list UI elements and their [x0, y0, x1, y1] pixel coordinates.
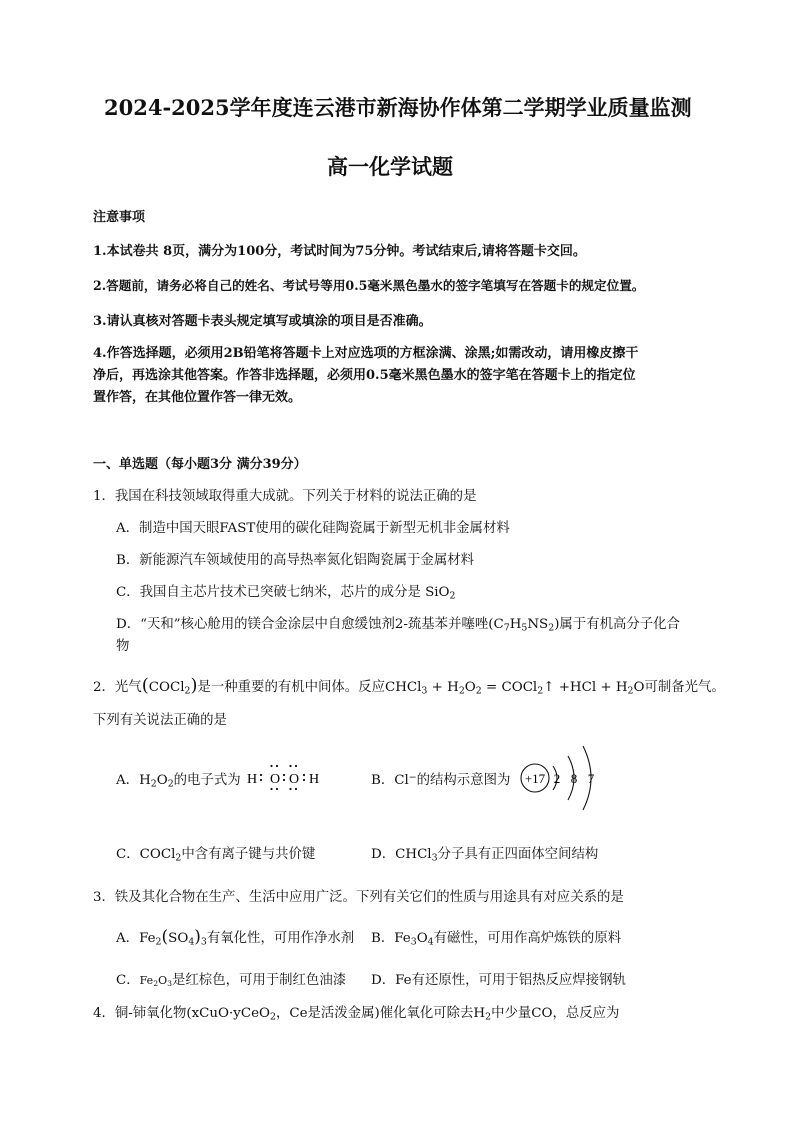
h2o2-lewis-structure [243, 760, 323, 794]
q1-option-d: D．“天和”核心舱用的镁合金涂层中自愈缓蚀剂2-巯基苯并噻唑$(C_7H_5NS_2)$属于有机高分子化合 [116, 617, 680, 634]
lewis-o-right: O [289, 772, 300, 787]
q2-option-b: B．Cl−的结构示意图为 [371, 771, 511, 788]
q1-option-a: A．制造中国天眼FAST使用的碳化硅陶瓷属于新型无机非金属材料 [116, 521, 510, 536]
q3-option-a: A．$Fe_2(SO_4)_3$有氧化性，可用作净水剂 [116, 927, 355, 948]
notice-item-1: 1.本试卷共 8页，满分为100分，考试时间为75分钟。考试结束后,请将答题卡交回。 [93, 244, 586, 259]
shell-1-electrons: 2 [553, 771, 561, 786]
q4-stem: 4．铜-铈氧化物(xCuO·yCeO$_2$，Ce是活泼金属)催化氧化可除去$H_2$中少量CO，总反应为 [93, 1006, 620, 1023]
q1-stem: 1．我国在科技领域取得重大成就。下列关于材料的说法正确的是 [93, 489, 477, 504]
q1-option-d-line-2: 物 [116, 639, 130, 654]
nucleus-charge: +17 [524, 771, 546, 786]
q3-stem: 3．铁及其化合物在生产、生活中应用广泛。下列有关它们的性质与用途具有对应关系的是 [93, 890, 624, 905]
q3-option-b: B．$Fe_3O_4$有磁性，可用作高炉炼铁的原料 [371, 931, 622, 948]
notice-item-4-line-3: 置作答，在其他位置作答一律无效。 [93, 390, 302, 405]
notice-item-4-line-2: 净后，再选涂其他答案。作答非选择题，必须用0.5毫米黑色墨水的签字笔在答题卡上的指定位 [93, 368, 636, 383]
q2-stem: 2．光气(COCl$_2$)是一种重要的有机中间体。反应CHCl$_3$ + $H_2O_2$ = COCl$_2$↑ $+HCl + H_2O$可制备光气。 [93, 675, 725, 697]
q3-option-c: C．$Fe_2O_3$是红棕色，可用于制红色油漆 [116, 973, 347, 988]
page-subtitle: 高一化学试题 [327, 154, 453, 179]
q3-option-d: D．Fe有还原性，可用于铝热反应焊接钢轨 [371, 973, 626, 988]
chloride-ion-diagram [516, 742, 606, 814]
notice-item-2: 2.答题前，请务必将自己的姓名、考试号等用0.5毫米黑色墨水的签字笔填写在答题卡的规定位置。 [93, 278, 645, 293]
page-title: 2024-2025学年度连云港市新海协作体第二学期学业质量监测 [104, 95, 692, 120]
lewis-h-right: H [309, 772, 320, 787]
shell-2-electrons: 8 [570, 771, 578, 786]
q1-option-c: C．我国自主芯片技术已突破七纳米，芯片的成分是 SiO$_2$ [116, 585, 456, 602]
q2-option-c: C．COCl$_2$中含有离子键与共价键 [116, 847, 316, 864]
q2-stem-line-2: 下列有关说法正确的是 [93, 713, 227, 728]
section-heading: 一、单选题（每小题3分 满分39分） [93, 457, 307, 472]
lewis-o-left: O [270, 772, 281, 787]
q2-option-d: D．CHCl$_3$分子具有正四面体空间结构 [371, 847, 599, 864]
notice-item-4-line-1: 4.作答选择题，必须用2B铅笔将答题卡上对应选项的方框涂满、涂黑;如需改动，请用橡皮擦干 [93, 346, 639, 361]
notice-item-3: 3.请认真核对答题卡表头规定填写或填涂的项目是否准确。 [93, 314, 432, 329]
notice-heading: 注意事项 [93, 210, 146, 225]
q2-option-a: A．$H_2O_2$的电子式为 [116, 773, 241, 790]
shell-3-electrons: 7 [587, 771, 595, 786]
lewis-h-left: H [247, 772, 258, 787]
q1-option-b: B．新能源汽车领域使用的高导热率氮化铝陶瓷属于金属材料 [116, 553, 474, 568]
